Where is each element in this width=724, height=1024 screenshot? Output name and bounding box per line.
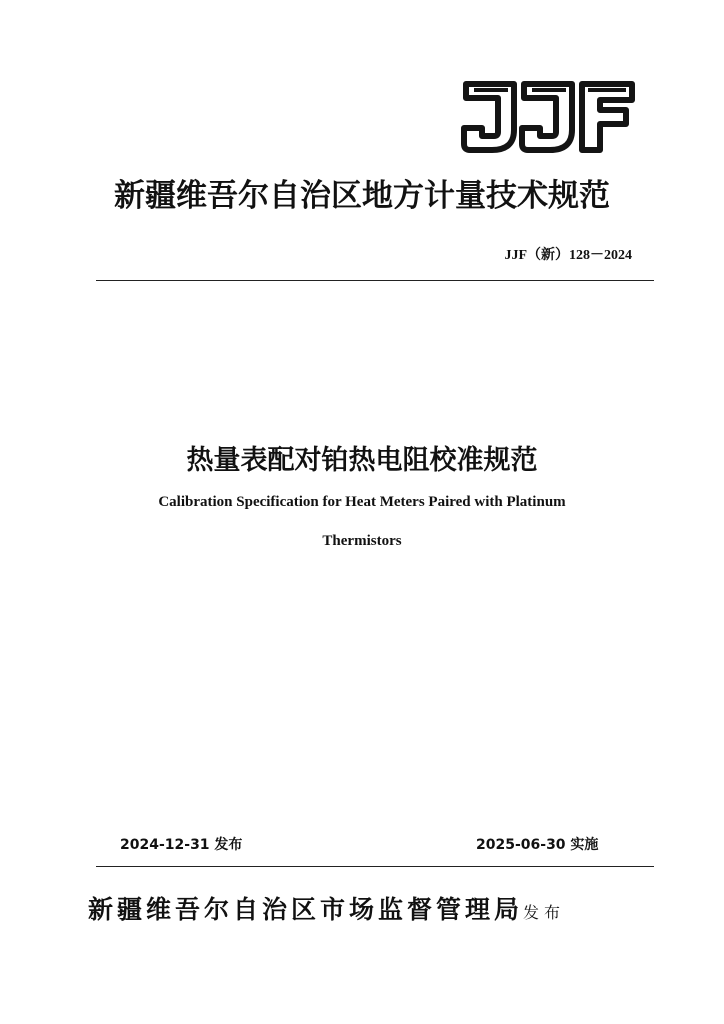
publish-date: 2024-12-31 发布 [120, 837, 243, 853]
issuing-authority [88, 890, 565, 926]
bottom-divider [96, 866, 654, 867]
document-title: 热量表配对铂热电阻校准规范 [186, 445, 538, 476]
english-title-line-1: Calibration Specification for Heat Meters Paired with Platinum [158, 494, 566, 510]
jjf-logo [460, 78, 636, 156]
top-divider [96, 280, 654, 281]
english-title-line-2: Thermistors [322, 533, 402, 549]
effective-date: 2025-06-30 实施 [476, 837, 599, 853]
issuer-title: 新疆维吾尔自治区地方计量技术规范 [114, 178, 610, 214]
authority-name: 新疆维吾尔自治区市场监督管理局 [88, 895, 524, 924]
jjf-logo-graphic [460, 78, 636, 156]
authority-issue-label: 发布 [523, 903, 566, 922]
standard-number: JJF（新）128－2024 [504, 248, 632, 263]
